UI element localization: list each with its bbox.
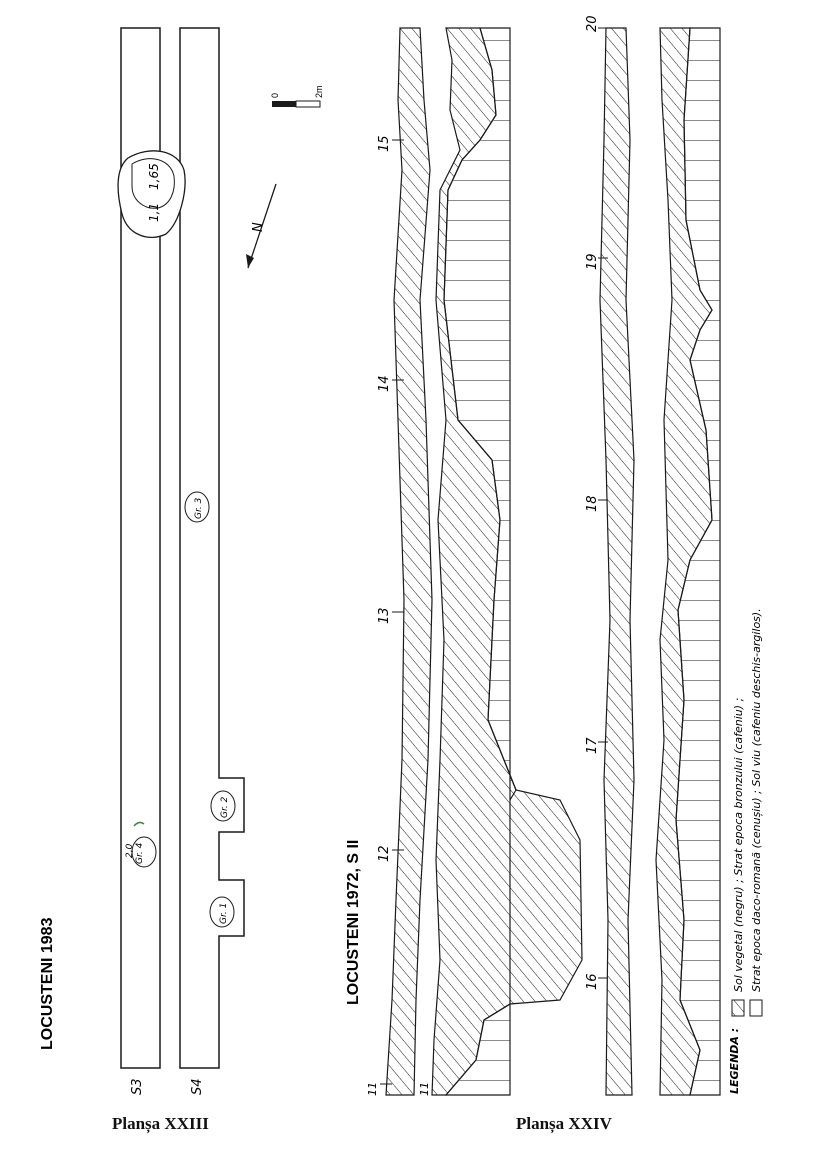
grave-4-depth: 2,0 [125,843,135,858]
profile-upper-top-soil [386,28,432,1095]
meter-18: 18 [585,495,600,512]
pit-depth-1-1: 1,1 [147,202,161,222]
plate-xxiii-caption: Planșa XXIII [112,1114,209,1133]
scale-bar [270,85,324,107]
legend-line-1: Sol vegetal (negru) ; Strat epoca bronzului (cafeniu) ; [732,697,745,992]
meter-15: 15 [377,135,392,152]
grave-3-label: Gr. 3 [194,497,204,519]
pit-depth-1-65: 1,65 [147,163,161,190]
profile-upper [386,28,582,1095]
plate-xxiii-title: LOCUSTENI 1983 [39,917,56,1050]
profile-lower-top-soil [600,28,634,1095]
scale-end-label: 2m [314,85,324,98]
grave-4-label: Gr. 4 [135,842,145,864]
grave-2-label: Gr. 2 [220,796,230,818]
meter-14: 14 [377,375,392,392]
north-arrow-icon [246,184,276,268]
meter-17: 17 [585,737,600,754]
plate-xxiv-title: LOCUSTENI 1972, S II [345,839,362,1005]
plate-xxiv [345,15,763,1096]
legend [728,608,763,1094]
trench-s4-label: S4 [190,1078,205,1095]
meter-19: 19 [585,253,600,270]
legend-line-2: Strat epoca daco-romană (cenușiu) ; Sol viu (cafeniu deschis-argilos). [750,608,763,992]
grave-1-label: Gr. 1 [219,902,229,924]
scale-start-label: 0 [270,92,280,98]
plate-xxiii [39,28,324,1095]
meter-11-upper: 11 [366,1082,379,1096]
meter-11-lower: 11 [418,1082,431,1096]
north-label: N [251,222,266,232]
legend-swatch-daco-roman [750,1000,762,1016]
meter-13: 13 [377,607,392,624]
meter-12: 12 [377,845,392,862]
legend-heading: LEGENDA : [728,1027,741,1094]
legend-swatch-topsoil [732,1000,744,1016]
meter-20: 20 [585,15,600,32]
trench-s3-label: S3 [130,1078,145,1095]
grave-4-marker [134,822,144,826]
plate-xxiv-caption: Planșa XXIV [516,1114,612,1133]
meter-16: 16 [585,973,600,990]
profile-lower [600,28,720,1095]
